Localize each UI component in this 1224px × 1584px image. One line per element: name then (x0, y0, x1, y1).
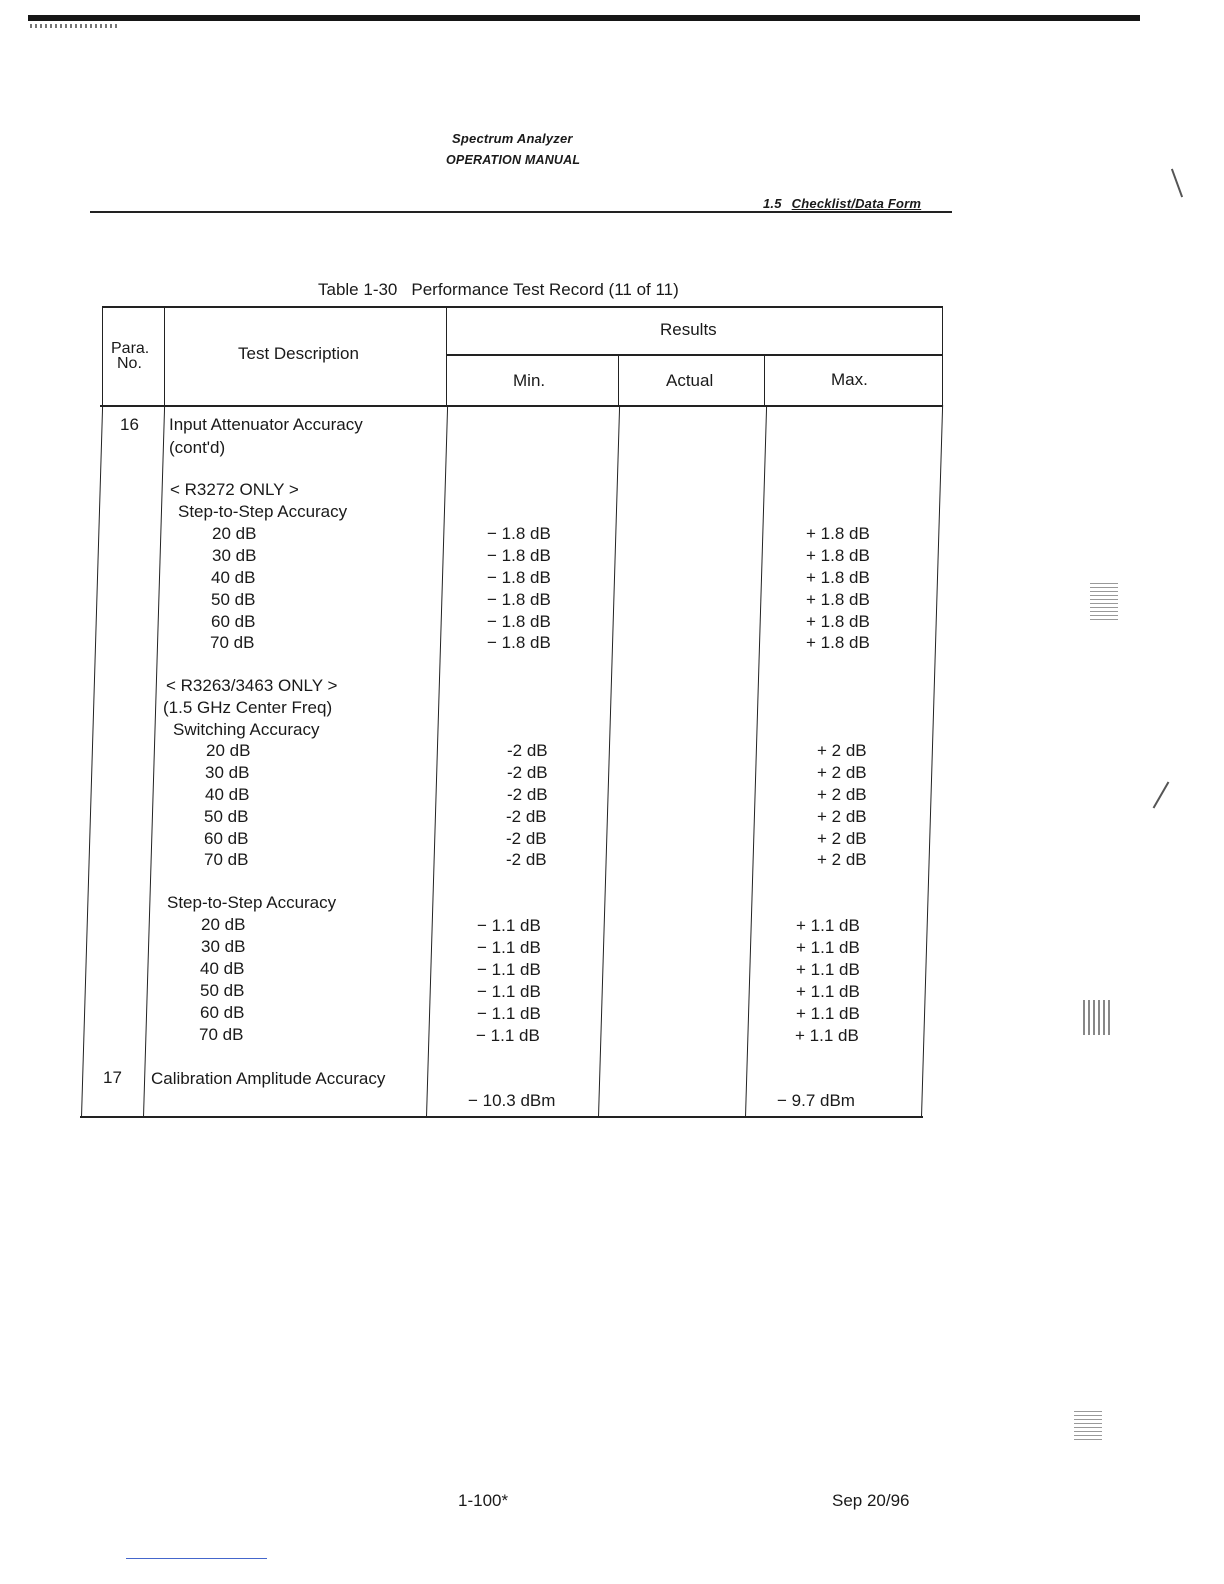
para-desc-divider (164, 306, 165, 406)
max-value: + 1.1 dB (796, 938, 860, 957)
min-value: -2 dB (506, 850, 547, 869)
min-value: -2 dB (507, 741, 548, 760)
min-value: -2 dB (506, 829, 547, 848)
test-description: Switching Accuracy (173, 720, 320, 739)
header-actual: Actual (666, 371, 714, 390)
header-para: Para. (111, 340, 150, 357)
test-description: Input Attenuator Accuracy (169, 415, 363, 434)
left-border (102, 306, 103, 406)
header-bottom-border (100, 405, 943, 407)
header-test-description: Test Description (238, 344, 359, 363)
para-number: 17 (103, 1068, 122, 1087)
scan-speckle (1083, 1000, 1113, 1035)
max-value: + 2 dB (817, 741, 867, 760)
max-value: + 1.8 dB (806, 612, 870, 631)
para-number: 16 (120, 415, 139, 434)
left-border-lower (81, 405, 103, 1117)
max-value: + 2 dB (817, 850, 867, 869)
section-number: 1.5 (763, 196, 782, 211)
min-actual-divider (618, 354, 619, 406)
max-value: + 1.1 dB (796, 982, 860, 1001)
results-divider (446, 354, 943, 356)
min-value: -2 dB (507, 785, 548, 804)
min-value: − 1.8 dB (487, 546, 551, 565)
desc-min-divider (446, 306, 447, 406)
right-border (942, 306, 943, 406)
step-value: 60 dB (211, 612, 256, 631)
min-value: − 1.1 dB (477, 938, 541, 957)
max-value: + 1.8 dB (806, 524, 870, 543)
scan-speckle (30, 24, 120, 28)
table-title: Performance Test Record (11 of 11) (411, 280, 679, 299)
min-value: − 1.8 dB (487, 633, 551, 652)
step-value: 40 dB (205, 785, 250, 804)
table-number: Table 1-30 (318, 280, 398, 299)
test-description: (1.5 GHz Center Freq) (163, 698, 333, 717)
actual-max-divider (764, 354, 765, 406)
step-value: 20 dB (212, 524, 257, 543)
header-min: Min. (513, 371, 546, 390)
test-description: < R3263/3463 ONLY > (166, 676, 338, 695)
max-value: + 1.8 dB (806, 546, 870, 565)
step-value: 50 dB (200, 981, 245, 1000)
step-value: 30 dB (205, 763, 250, 782)
max-value: + 2 dB (817, 829, 867, 848)
test-description: (cont'd) (169, 438, 226, 457)
section-heading (763, 196, 921, 211)
max-value: + 1.1 dB (796, 960, 860, 979)
revision-date: Sep 20/96 (832, 1491, 910, 1510)
min-value: − 1.1 dB (477, 1004, 541, 1023)
table-bottom-border (80, 1116, 923, 1118)
max-value: + 2 dB (817, 763, 867, 782)
min-value: − 1.8 dB (487, 568, 551, 587)
max-value: + 1.1 dB (796, 916, 860, 935)
table-top-border (103, 306, 943, 308)
min-value: − 1.1 dB (477, 916, 541, 935)
min-value: − 10.3 dBm (468, 1091, 556, 1110)
actual-max-divider-lower (745, 405, 767, 1117)
step-value: 40 dB (211, 568, 256, 587)
scan-speckle (1171, 169, 1183, 198)
step-value: 50 dB (204, 807, 249, 826)
min-value: − 1.1 dB (477, 982, 541, 1001)
manual-subtitle: OPERATION MANUAL (446, 153, 581, 167)
table-caption (318, 280, 679, 300)
min-value: -2 dB (507, 763, 548, 782)
desc-min-divider-lower (426, 405, 448, 1117)
step-value: 20 dB (201, 915, 246, 934)
step-value: 70 dB (204, 850, 249, 869)
max-value: + 1.8 dB (806, 590, 870, 609)
page-number: 1-100* (458, 1491, 509, 1510)
step-value: 60 dB (204, 829, 249, 848)
header-rule (90, 211, 952, 213)
test-description: < R3272 ONLY > (170, 480, 299, 499)
scan-speckle (1090, 580, 1118, 620)
min-value: − 1.8 dB (487, 524, 551, 543)
header-max: Max. (831, 370, 868, 389)
min-value: − 1.8 dB (487, 612, 551, 631)
min-actual-divider-lower (598, 405, 620, 1117)
max-value: + 1.8 dB (806, 568, 870, 587)
max-value: + 1.1 dB (796, 1004, 860, 1023)
min-value: − 1.1 dB (477, 960, 541, 979)
max-value: + 1.8 dB (806, 633, 870, 652)
max-value: + 1.1 dB (795, 1026, 859, 1045)
manual-title: Spectrum Analyzer (452, 131, 573, 146)
min-value: − 1.1 dB (476, 1026, 540, 1045)
min-value: -2 dB (506, 807, 547, 826)
max-value: + 2 dB (817, 807, 867, 826)
step-value: 30 dB (201, 937, 246, 956)
max-value: − 9.7 dBm (777, 1091, 855, 1110)
para-desc-divider-lower (143, 405, 165, 1117)
step-value: 40 dB (200, 959, 245, 978)
scan-speckle (1074, 1410, 1102, 1440)
step-value: 50 dB (211, 590, 256, 609)
header-results: Results (660, 320, 717, 339)
test-description: Step-to-Step Accuracy (167, 893, 337, 912)
max-value: + 2 dB (817, 785, 867, 804)
scan-speckle (1153, 782, 1170, 809)
section-name: Checklist/Data Form (791, 196, 922, 211)
test-description: Step-to-Step Accuracy (178, 502, 348, 521)
step-value: 70 dB (210, 633, 255, 652)
min-value: − 1.8 dB (487, 590, 551, 609)
test-description: Calibration Amplitude Accuracy (151, 1069, 386, 1088)
right-border-lower (921, 405, 943, 1117)
step-value: 30 dB (212, 546, 257, 565)
top-border-bar (28, 15, 1140, 21)
header-para-no: No. (117, 355, 142, 372)
scan-mark-line (126, 1558, 267, 1559)
step-value: 70 dB (199, 1025, 244, 1044)
step-value: 60 dB (200, 1003, 245, 1022)
step-value: 20 dB (206, 741, 251, 760)
